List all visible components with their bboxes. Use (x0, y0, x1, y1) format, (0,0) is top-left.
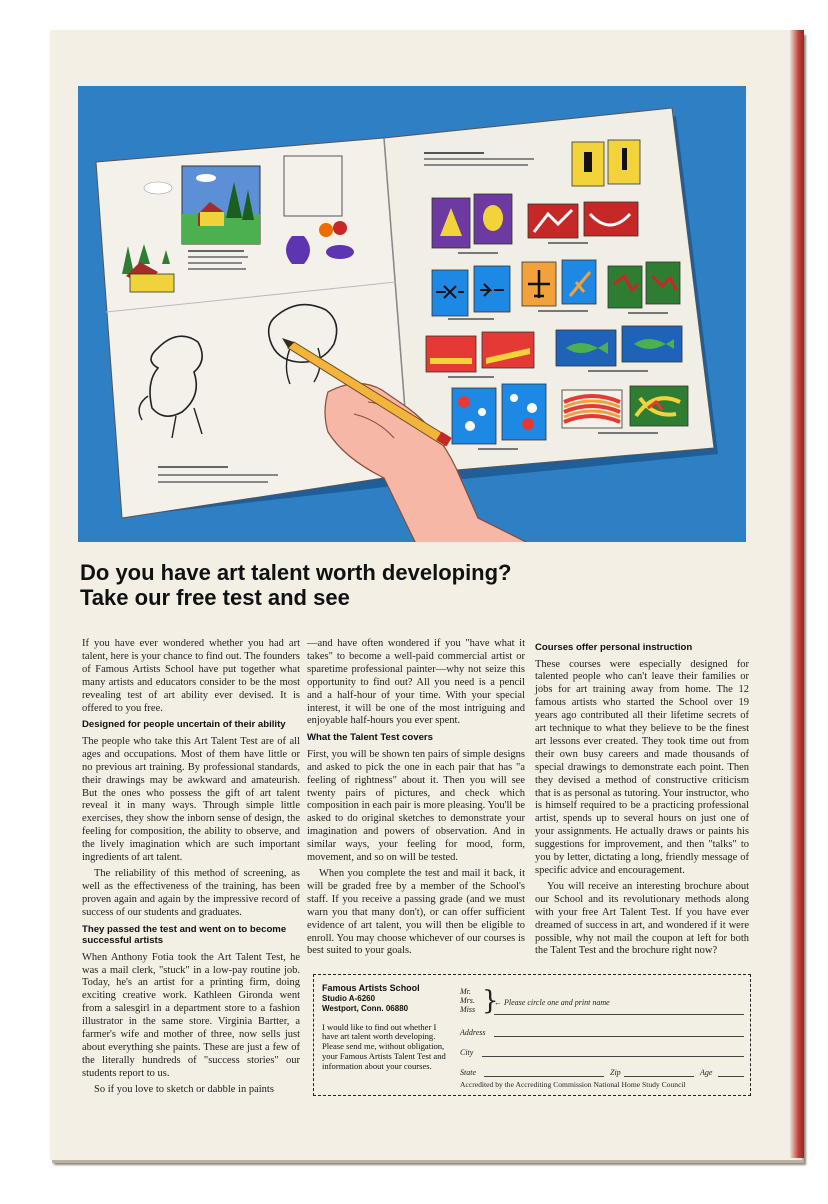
age-label: Age (700, 1068, 713, 1077)
name-line[interactable] (494, 1014, 744, 1015)
school-city: Westport, Conn. 06880 (322, 1004, 409, 1013)
city-line[interactable] (482, 1056, 744, 1057)
paragraph: The people who take this Art Talent Test are of all ages and occupations. Most of them have little or no previous art training. By professional standards, their drawings may be awkward and amateurish. But the ones who possess the gift of art talent reveal it in many ways. Through simple little exercises, they show the inborn sense of design, the feeling for composition, the ability to observe, and the lively imagination which are such important ingredients of art talent. (82, 735, 300, 864)
paragraph: When you complete the test and mail it back, it will be graded free by a member of the School's staff. If you receive a passing grade (and we must warn you that many don't), or can offer sufficient evidence of art talent, you will then be eligible to enroll. You may choose whichever of our courses is best suited to your goals. (307, 868, 525, 957)
city-label: City (460, 1048, 474, 1057)
body-column-2 (307, 638, 525, 961)
coupon-address-block (322, 983, 454, 1071)
headline-line-1: Do you have art talent worth developing? (80, 560, 512, 585)
workbook-drawing (78, 86, 746, 542)
body-column-1 (82, 638, 300, 1100)
state-label: State (460, 1068, 476, 1077)
body-column-3 (535, 638, 749, 961)
paragraph: You will receive an interesting brochure about our School and its revolutionary methods along with your free Art Talent Test. If you have ever dreamed of success in art, and wondered if it were possible, why not mail the coupon at left for both the Talent Test and the brochure right now? (535, 880, 749, 957)
salutation-field[interactable] (460, 987, 744, 1021)
studio-number: Studio A-6260 (322, 993, 376, 1003)
headline (80, 560, 740, 610)
salutation-options (460, 987, 482, 1014)
brace-icon: } (482, 986, 499, 1016)
page-edge (790, 30, 804, 1158)
subheading: What the Talent Test covers (307, 732, 433, 744)
coupon-request-text: I would like to find out whether I have art talent worth developing. Please send me, without obligation, your Famous Artists Talent Test and information about your courses. (322, 1021, 446, 1071)
address-line[interactable] (494, 1036, 744, 1037)
mail-in-coupon[interactable] (313, 974, 751, 1096)
address-label: Address (460, 1028, 486, 1037)
state-zip-age-row (460, 1061, 744, 1081)
age-line[interactable] (718, 1076, 744, 1077)
paragraph: If you have ever wondered whether you had art talent, here is your chance to find out. The founders of Famous Artists School have put together what many artists and educators consider to be the most revealing test of art ability ever devised. It is offered to you free. (82, 638, 300, 714)
paragraph: The reliability of this method of screening, as well as the effectiveness of the training, has been proven again and again by the impressive record of success of our students and graduates. (82, 868, 300, 918)
paragraph: —and have often wondered if you "have what it takes" to become a well-paid commercial artist or sparetime professional painter—why not seize this opportunity to find out? All you need is a pencil and a half-hour of your time. With your special interest, it will be one of the most intriguing and enjoyable half-hours you ever spent. (307, 638, 525, 727)
address-field[interactable] (460, 1021, 744, 1041)
workbook-illustration (78, 86, 746, 542)
school-name: Famous Artists School (322, 983, 420, 993)
salutation-miss[interactable]: Miss (460, 1005, 476, 1014)
zip-label: Zip (610, 1068, 621, 1077)
accreditation-note: Accredited by the Accrediting Commission National Home Study Council (460, 1080, 686, 1089)
state-line[interactable] (484, 1076, 604, 1077)
subheading: Designed for people uncertain of their ability (82, 719, 286, 731)
coupon-form (460, 987, 744, 1081)
salutation-mr[interactable]: Mr. (460, 987, 471, 996)
salutation-mrs[interactable]: Mrs. (460, 996, 475, 1005)
zip-line[interactable] (624, 1076, 694, 1077)
paragraph: First, you will be shown ten pairs of simple designs and asked to pick the one in each pair that has "a feeling of rightness" about it. Then you will see twenty pairs of pictures, and check which composition in each pair is more pleasing. You'll be asked to do original sketches to demonstrate your imagination and powers of observation. And in similar ways, your feeling for mood, form, movement, and so on will be tested. (307, 748, 525, 864)
city-field[interactable] (460, 1041, 744, 1061)
paragraph: So if you love to sketch or dabble in paints (94, 1083, 274, 1095)
headline-line-2: Take our free test and see (80, 585, 350, 610)
name-instruction: ← Please circle one and print name (494, 998, 610, 1007)
paragraph: These courses were especially designed for talented people who can't leave their families or jobs for art training away from home. The 12 famous artists who started the School over 19 years ago contributed all their lifetime secrets of art technique to what they believe to be the finest art lessons ever created. They took time out from their own busy careers and made thousands of special drawings to demonstrate each point. Then they devised a method of constructive criticism that is as personal as tutoring. Your instructor, who is himself required to be a practicing professional artist, spends up to several hours on just one of your assignments. He actually draws or paints his suggestions for improvement, and then "talks" to you by letter, dictating a long, friendly message of specific advice and encouragement. (535, 658, 749, 876)
subheading: They passed the test and went on to become successful artists (82, 923, 287, 947)
paragraph: When Anthony Fotia took the Art Talent Test, he was a mail clerk, "stuck" in a low-pay routine job. Today, he's an artist for a printing firm, doing exciting creative work. Kathleen Gironda went from a salesgirl in a department store to a fashion illustrator in the same store. Virginia Bartter, a farmer's wife and mother of three, now sells just about everything she paints. These are just a few of the literally hundreds of "success stories" our students report to us. (82, 951, 300, 1079)
subheading: Courses offer personal instruction (535, 642, 693, 653)
